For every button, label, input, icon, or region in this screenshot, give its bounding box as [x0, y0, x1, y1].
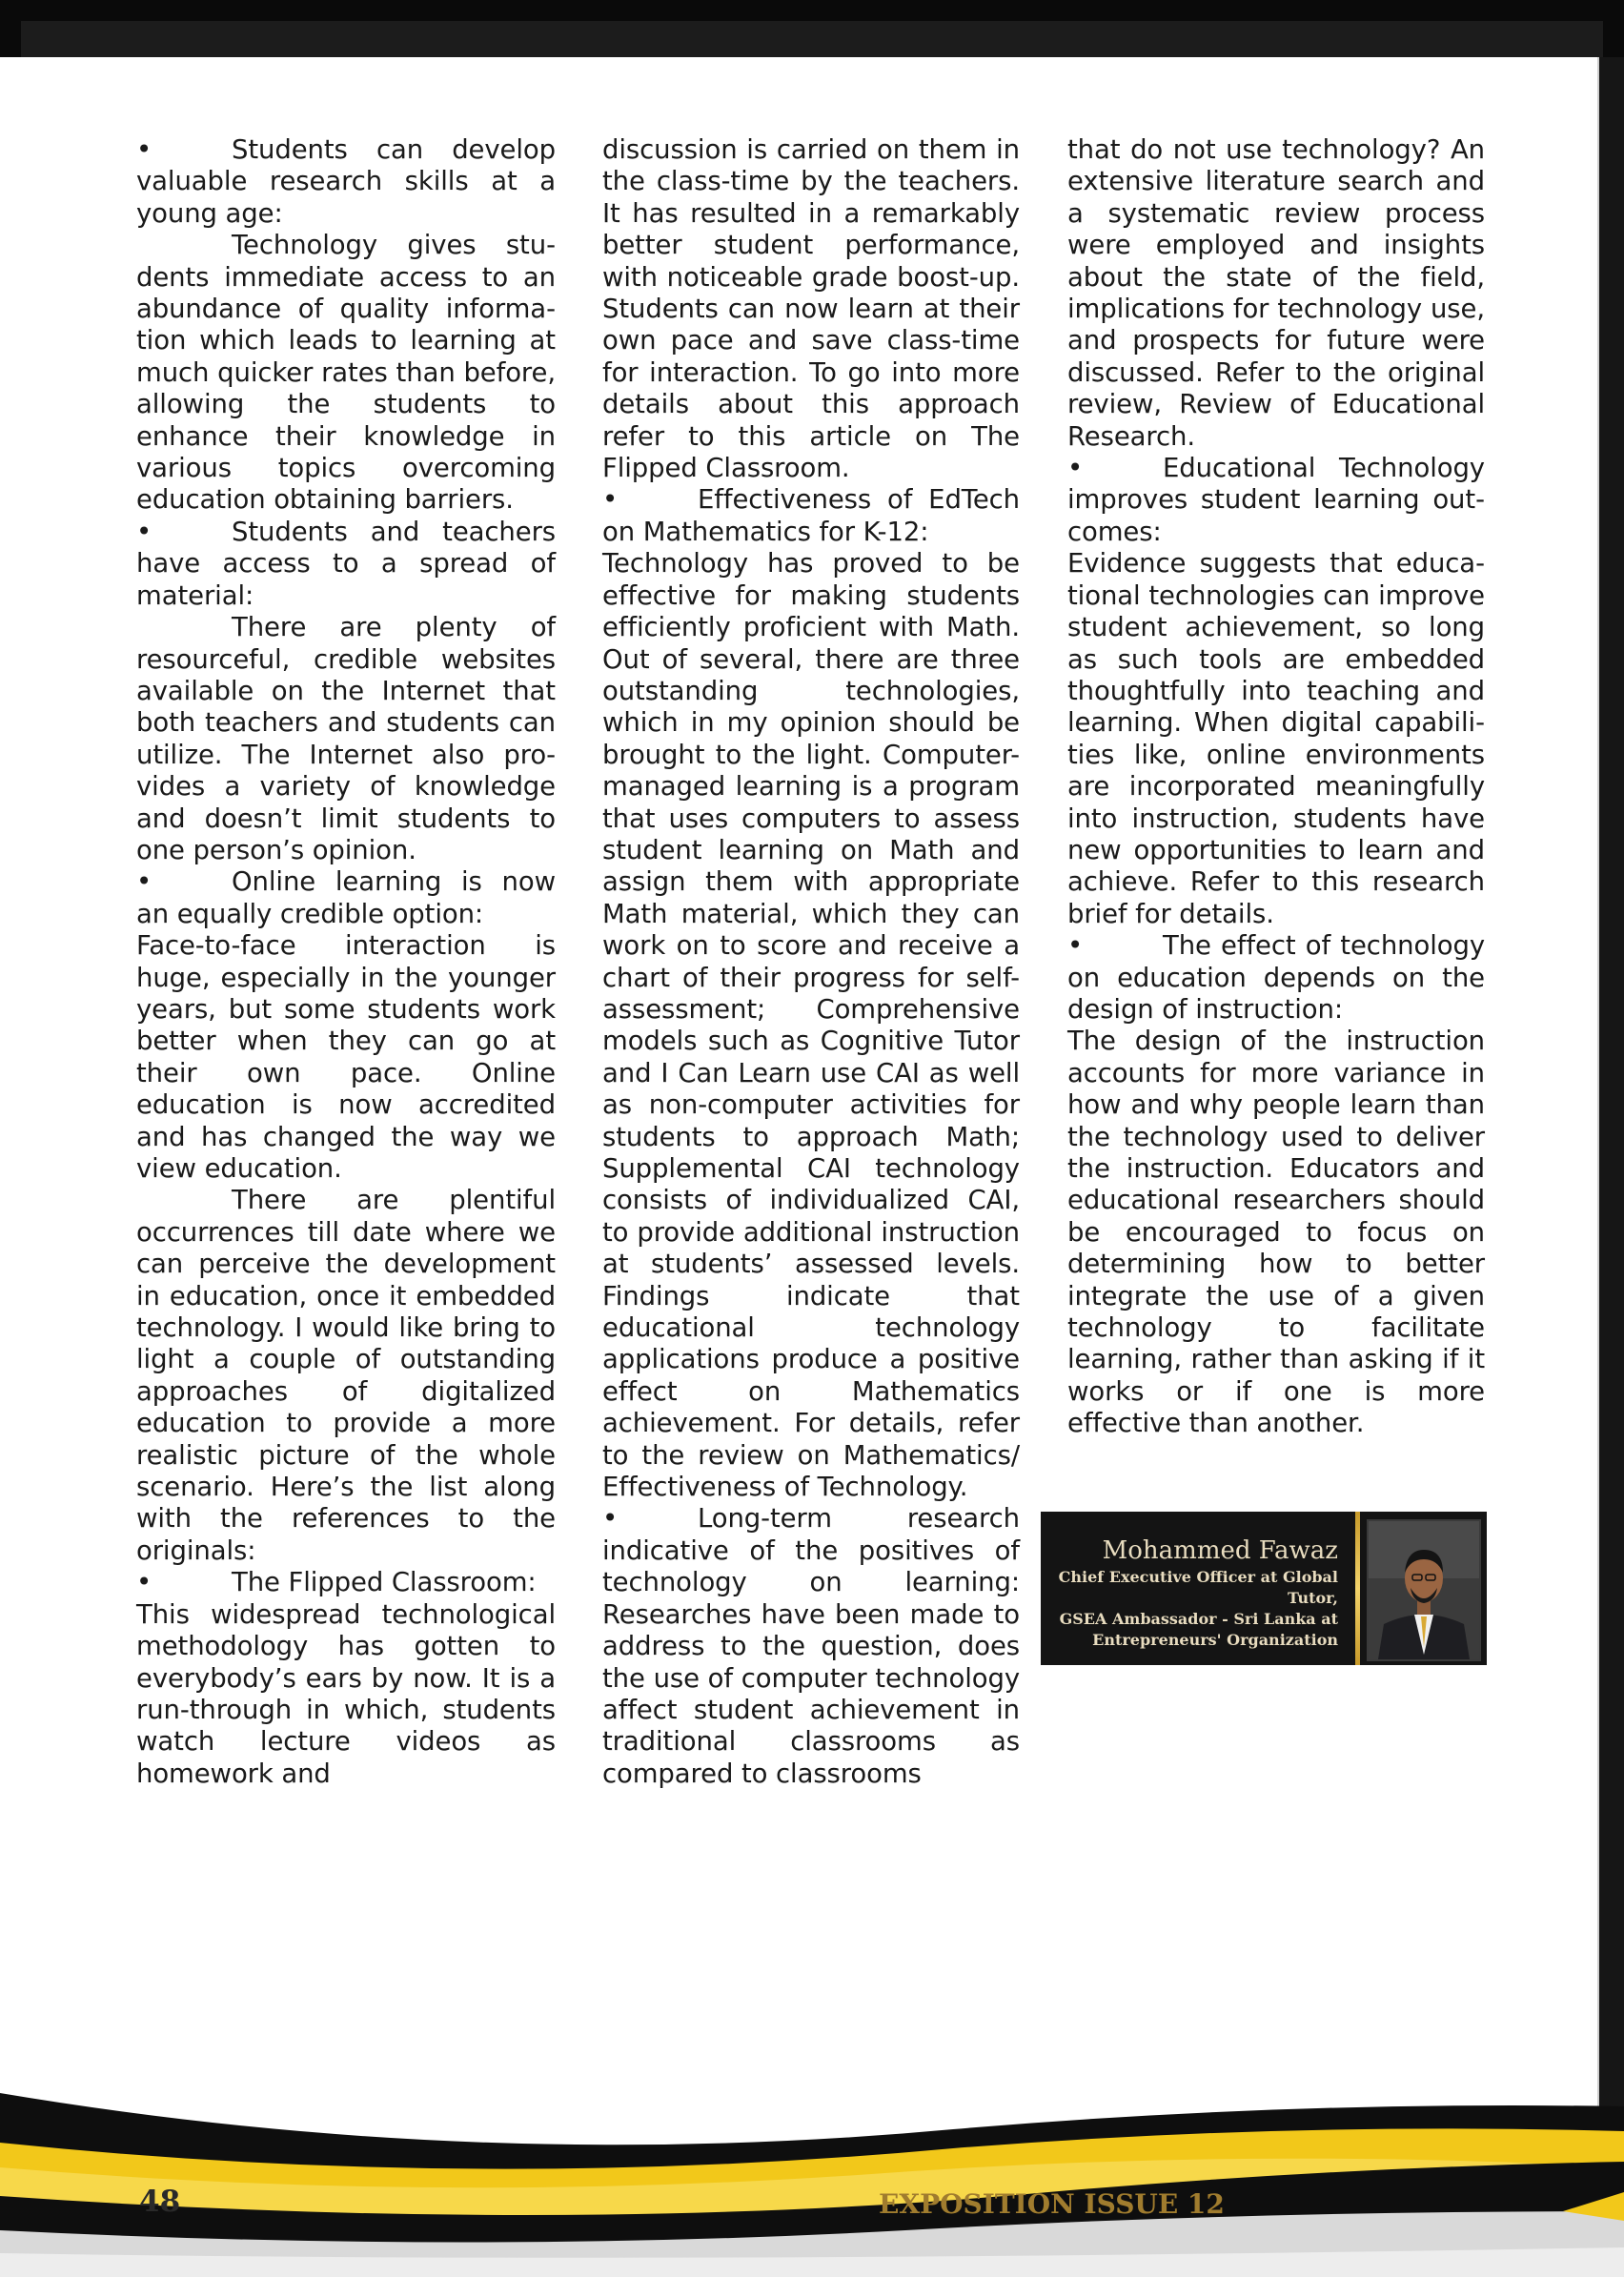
paragraph-text: Technology gives students immediate access to an abundance of quality information which leads to learning at much quicker rates than before, allowing the students to enhance their knowledge in various topics overcoming education obtaining barriers.: [136, 230, 556, 516]
paragraph-text: The effect of technology on education depends on the design of instruction:: [1067, 930, 1485, 1025]
bullet-heading: [602, 484, 1020, 548]
page-number: 48: [139, 2185, 181, 2219]
author-role-line: Entrepreneurs' Organization: [1092, 1631, 1338, 1649]
bullet-marker: •: [136, 516, 152, 547]
paragraph-text: Effectiveness of EdTech on Mathematics for K-12:: [602, 484, 1020, 547]
bullet-marker: •: [602, 1503, 619, 1535]
paragraph-text: Students can develop valuable research skills at a young age:: [136, 134, 556, 229]
top-header-inner-band: [21, 21, 1603, 57]
bullet-heading: [136, 134, 556, 230]
bullet-marker: •: [1067, 930, 1084, 962]
paragraph: [602, 548, 1020, 1503]
paragraph-text: Evidence suggests that educational technologies can improve student achievement, so long as such tools are embedded thoughtfully into teaching and learning. When digital capabilities like, online environments are incorporated meaningfully into instruction, students have new opportunities to learn and achieve. Refer to this research brief for details.: [1067, 548, 1485, 929]
paragraph-text: Face-to-face interaction is huge, especially in the younger years, but some students work better when they can go at their own pace. Online education is now accredited and has changed the way we view education.: [136, 930, 556, 1184]
author-photo: [1367, 1519, 1481, 1661]
paragraph: [1067, 1026, 1485, 1439]
right-edge-band: [1599, 57, 1624, 2277]
paragraph-text: The Flipped Classroom:: [232, 1567, 537, 1598]
article-column-1: [136, 134, 556, 1790]
paragraph-text: Technology has proved to be effective for making students efficiently proficient with Math. Out of several, there are three outstanding technologies, which in my opinion should be brought to the light. Computer-managed learning is a program that uses computers to assess student learning on Math and assign them with appropriate Math material, which they can work on to score and receive a chart of their progress for self-assessment; Comprehensive models such as Cognitive Tutor and I Can Learn use CAI as well as non-computer activities for students to approach Math; Supplemental CAI technology consists of individualized CAI, to provide additional instruction at students’ assessed levels. Findings indicate that educational technology applications produce a positive effect on Mathematics achievement. For details, refer to the review on Mathematics/ Effectiveness of Technology.: [602, 548, 1020, 1503]
bullet-heading: [1067, 453, 1485, 548]
paragraph-text: Online learning is now an equally credible option:: [136, 866, 556, 929]
bullet-marker: •: [136, 134, 152, 165]
author-card: [1041, 1512, 1487, 1665]
bullet-marker: •: [602, 484, 619, 516]
paragraph: [136, 230, 556, 517]
bullet-heading: [136, 517, 556, 612]
bullet-marker: •: [1067, 453, 1084, 484]
author-text-block: [1041, 1535, 1338, 1651]
author-name: Mohammed Fawaz: [1102, 1536, 1338, 1565]
paragraph: [136, 930, 556, 1185]
article-column-3: [1067, 134, 1485, 1440]
bullet-heading: [602, 1503, 1020, 1790]
paragraph-text: that do not use technology? An extensive literature search and a systematic review process were employed and insights about the state of the field, implications for technology use, and prospects for future were discussed. Refer to the original review, Review of Educational Research.: [1067, 134, 1485, 452]
paragraph-text: discussion is carried on them in the class-time by the teachers. It has resulted in a remarkably better student performance, with noticeable grade boost-up. Students can now learn at their own pace and save class-time for interaction. To go into more details about this approach refer to this article on The Flipped Classroom.: [602, 134, 1020, 484]
paragraph-text: Students and teachers have access to a spread of material:: [136, 516, 556, 611]
paragraph: [136, 612, 556, 866]
paragraph-text: There are plentiful occurrences till date where we can perceive the development in education, once it embedded technology. I would like bring to light a couple of outstanding approaches of digitalized education to provide a more realistic picture of the whole scenario. Here’s the list along with the references to the originals:: [136, 1185, 556, 1566]
paragraph-text: There are plenty of resourceful, credible websites available on the Internet that both teachers and students can utilize. The Internet also provides a variety of knowledge and doesn’t limit students to one person’s opinion.: [136, 612, 556, 865]
gold-divider: [1355, 1512, 1360, 1665]
paragraph-text: Long-term research indicative of the positives of technology on learning: Researches have been made to address to the question, does the use of computer technology affect student achievement in traditional classrooms as compared to classrooms: [602, 1503, 1020, 1789]
bullet-heading: [136, 866, 556, 930]
paragraph-text: Educational Technology improves student learning outcomes:: [1067, 453, 1485, 547]
author-portrait-illustration: [1369, 1521, 1479, 1659]
bullet-marker: •: [136, 866, 152, 898]
bullet-heading: [136, 1567, 556, 1598]
paragraph-text: The design of the instruction accounts for more variance in how and why people learn than the technology used to deliver the instruction. Educators and educational researchers should be encouraged to focus on determining how to better integrate the use of a given technology to facilitate learning, rather than asking if it works or if one is more effective than another.: [1067, 1026, 1485, 1439]
author-role-line: Chief Executive Officer at Global Tutor,: [1058, 1568, 1338, 1607]
issue-title: EXPOSITION ISSUE 12: [879, 2188, 1225, 2220]
paragraph: [136, 1599, 556, 1790]
author-role-line: GSEA Ambassador - Sri Lanka at: [1059, 1610, 1338, 1628]
top-header-bar: [0, 0, 1624, 57]
bullet-heading: [1067, 930, 1485, 1026]
bullet-marker: •: [136, 1567, 152, 1598]
paragraph: [602, 134, 1020, 484]
paragraph-text: This widespread technological methodology has gotten to everybody’s ears by now. It is a run-through in which, students watch lecture videos as homework and: [136, 1598, 556, 1789]
footer-wave-decoration: [0, 2068, 1624, 2277]
paragraph: [1067, 548, 1485, 930]
paragraph: [136, 1185, 556, 1567]
article-column-2: [602, 134, 1020, 1790]
paragraph: [1067, 134, 1485, 453]
